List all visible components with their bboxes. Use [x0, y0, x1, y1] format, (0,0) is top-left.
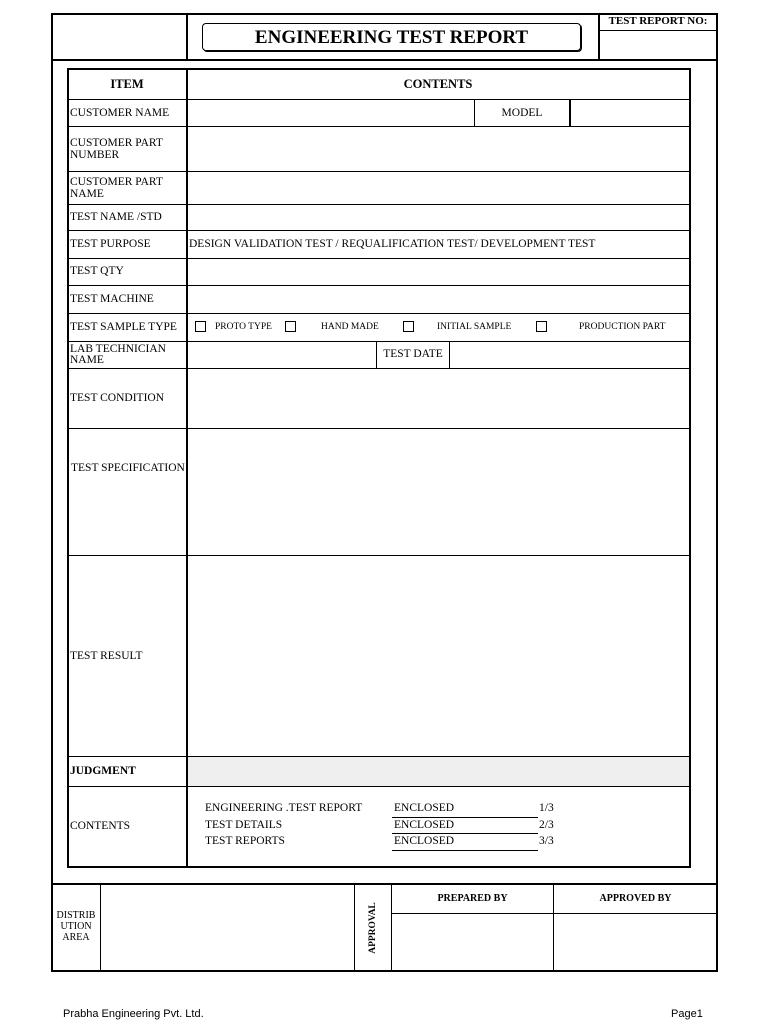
initial-sample-checkbox[interactable] — [403, 321, 414, 332]
enclosure-underline — [392, 817, 538, 818]
test-machine-field[interactable] — [188, 286, 688, 312]
production-part-checkbox[interactable] — [536, 321, 547, 332]
test-specification-label: TEST SPECIFICATION — [71, 462, 185, 474]
distribution-area-label-3: AREA — [62, 932, 90, 943]
proto-type-checkbox[interactable] — [195, 321, 206, 332]
footer-company: Prabha Engineering Pvt. Ltd. — [63, 1008, 204, 1020]
test-specification-field[interactable] — [188, 429, 688, 554]
customer-part-name-label: CUSTOMER PART — [70, 176, 163, 188]
judgment-field[interactable] — [188, 758, 688, 785]
model-field[interactable] — [571, 100, 688, 125]
customer-name-label: CUSTOMER NAME — [70, 107, 170, 119]
hand-made-label: HAND MADE — [321, 322, 379, 332]
enclosure-name: TEST DETAILS — [205, 819, 283, 831]
lab-technician-field[interactable] — [188, 342, 375, 367]
test-qty-label: TEST QTY — [70, 265, 124, 277]
header-divider-left — [186, 13, 188, 61]
approval-divider-left — [354, 884, 355, 971]
distribution-area-field[interactable] — [102, 885, 353, 970]
enclosure-underline — [392, 850, 538, 851]
enclosure-status: ENCLOSED — [394, 802, 455, 814]
customer-part-name-label-2: NAME — [70, 188, 104, 200]
test-machine-label: TEST MACHINE — [70, 293, 154, 305]
test-result-label: TEST RESULT — [70, 650, 143, 662]
page-title: ENGINEERING TEST REPORT — [254, 27, 529, 48]
test-name-label: TEST NAME /STD — [70, 211, 162, 223]
col-item-heading: ITEM — [110, 77, 144, 91]
row-rule — [68, 756, 689, 757]
report-no-field[interactable] — [599, 31, 717, 60]
col-contents-heading: CONTENTS — [403, 77, 473, 91]
approval-label: APPROVAL — [368, 902, 378, 954]
test-purpose-label: TEST PURPOSE — [70, 238, 151, 250]
proto-type-label: PROTO TYPE — [215, 322, 272, 332]
test-sample-type-label: TEST SAMPLE TYPE — [70, 321, 177, 333]
customer-part-number-label: CUSTOMER PART — [70, 137, 163, 149]
test-date-label: TEST DATE — [383, 348, 443, 360]
hand-made-checkbox[interactable] — [285, 321, 296, 332]
customer-part-name-field[interactable] — [188, 172, 688, 203]
report-no-label: TEST REPORT NO: — [608, 15, 708, 27]
distribution-area-label: DISTRIB — [56, 910, 96, 921]
approved-by-label: APPROVED BY — [599, 893, 672, 904]
test-date-field[interactable] — [451, 342, 688, 367]
row-rule — [68, 786, 689, 787]
lab-technician-label-2: NAME — [70, 354, 104, 366]
contents-label: CONTENTS — [70, 820, 131, 832]
lab-technician-label: LAB TECHNICIAN — [70, 343, 166, 355]
judgment-label: JUDGMENT — [70, 765, 136, 777]
test-name-field[interactable] — [188, 205, 688, 229]
customer-part-number-field[interactable] — [188, 127, 688, 170]
customer-name-field[interactable] — [188, 100, 473, 125]
test-condition-label: TEST CONDITION — [70, 392, 165, 404]
test-condition-field[interactable] — [188, 369, 688, 427]
test-qty-field[interactable] — [188, 259, 688, 284]
prepared-by-signature[interactable] — [393, 915, 552, 970]
signature-header-rule — [392, 913, 717, 914]
testdate-divider-right — [449, 341, 450, 368]
enclosure-page: 3/3 — [539, 835, 554, 847]
distribution-area-label-2: UTION — [60, 921, 92, 932]
test-purpose-value: DESIGN VALIDATION TEST / REQUALIFICATION TEST/ DEVELOPMENT TEST — [189, 238, 596, 250]
enclosure-name: TEST REPORTS — [205, 835, 285, 847]
enclosure-underline — [392, 833, 538, 834]
row-rule — [68, 313, 689, 314]
enclosure-status: ENCLOSED — [394, 819, 455, 831]
customer-part-number-label-2: NUMBER — [70, 149, 120, 161]
test-result-field[interactable] — [188, 556, 688, 755]
initial-sample-label: INITIAL SAMPLE — [437, 322, 512, 332]
enclosure-page: 1/3 — [539, 802, 554, 814]
distribution-divider — [100, 884, 101, 971]
enclosure-page: 2/3 — [539, 819, 554, 831]
approved-by-signature[interactable] — [555, 915, 716, 970]
prepared-by-label: PREPARED BY — [437, 893, 508, 904]
model-label: MODEL — [501, 107, 543, 119]
enclosure-name: ENGINEERING .TEST REPORT — [205, 802, 363, 814]
footer-page-number: Page1 — [671, 1008, 703, 1020]
production-part-label: PRODUCTION PART — [579, 322, 666, 332]
row-rule — [68, 230, 689, 231]
enclosure-status: ENCLOSED — [394, 835, 455, 847]
